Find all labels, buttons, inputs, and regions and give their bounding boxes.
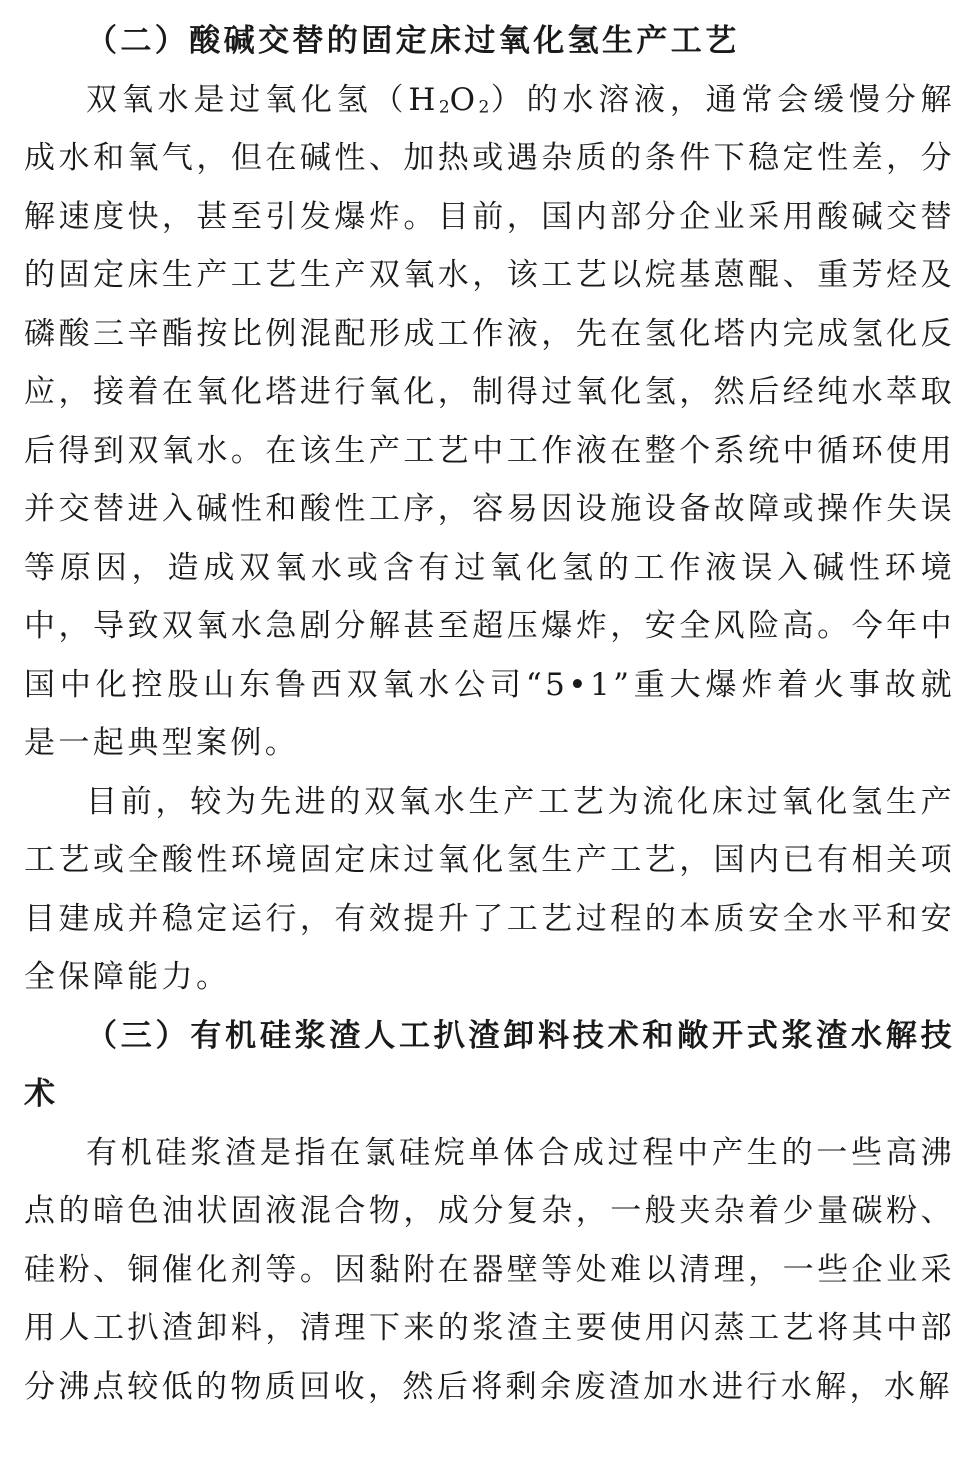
formula-subscript: 2	[438, 97, 450, 118]
paragraph-advanced-process: 目前，较为先进的双氧水生产工艺为流化床过氧化氢生产工艺或全酸性环境固定床过氧化氢生产工艺，国内已有相关项目建成并稳定运行，有效提升了工艺过程的本质安全水平和安全保障能力。	[24, 783, 955, 995]
paragraph-text: 双氧水是过氧化氢（H	[86, 81, 439, 118]
formula-text: O	[449, 81, 479, 118]
section-heading-3: （三）有机硅浆渣人工扒渣卸料技术和敞开式浆渣水解技术	[24, 1017, 955, 1112]
paragraph-silicone-slurry: 有机硅浆渣是指在氯硅烷单体合成过程中产生的一些高沸点的暗色油状固液混合物，成分复杂，一般夹杂着少量碳粉、硅粉、铜催化剂等。因黏附在器壁等处难以清理，一些企业采用人工扒渣卸料，清理下来的浆渣主要使用闪蒸工艺将其中部分沸点较低的物质回收，然后将剩余废渣加水进行水解，水解	[24, 1134, 955, 1405]
paragraph-text: ）的水溶液，通常会缓慢分解成水和氧气，但在碱性、加热或遇杂质的条件下稳定性差，分解速度快，甚至引发爆炸。目前，国内部分企业采用酸碱交替的固定床生产工艺生产双氧水，该工艺以烷基蒽醌、重芳烃及磷酸三辛酯按比例混配形成工作液，先在氢化塔内完成氢化反应，接着在氧化塔进行氧化，制得过氧化氢，然后经纯水萃取后得到双氧水。在该生产工艺中工作液在整个系统中循环使用并交替进入碱性和酸性工序，容易因设施设备故障或操作失误等原因，造成双氧水或含有过氧化氢的工作液误入碱性环境中，导致双氧水急剧分解甚至超压爆炸，安全风险高。今年中国中化控股山东鲁西双氧水公司“5•1”重大爆炸着火事故就是一起典型案例。	[24, 81, 955, 761]
section-heading-2: （二）酸碱交替的固定床过氧化氢生产工艺	[86, 23, 740, 59]
paragraph-hydrogen-peroxide	[24, 71, 955, 773]
formula-subscript: 2	[478, 97, 490, 118]
